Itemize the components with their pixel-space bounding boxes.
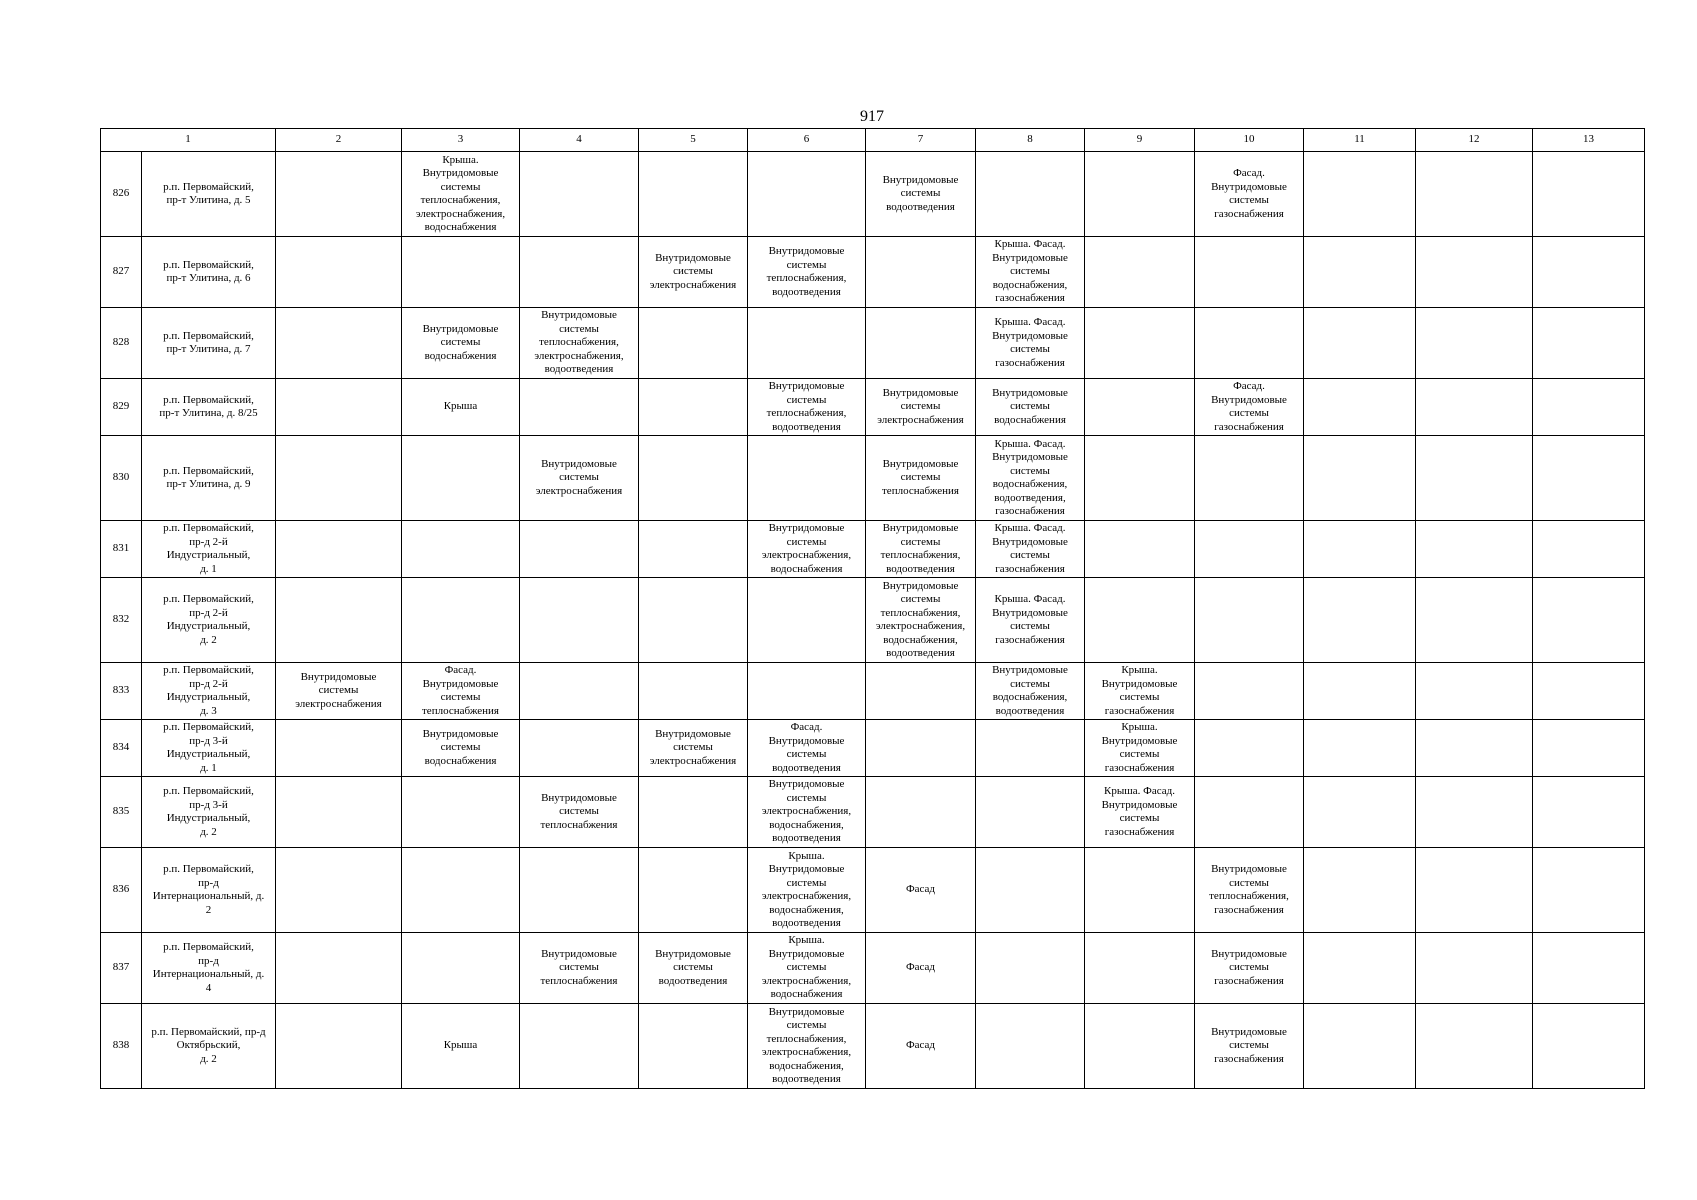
- column-number-13: 13: [1533, 129, 1645, 152]
- work-cell-col-13: [1533, 436, 1645, 521]
- work-cell-col-5: [639, 578, 748, 663]
- work-cell-col-6: [748, 152, 866, 237]
- work-cell-col-8: [976, 933, 1085, 1004]
- work-cell-col-5: Внутридомовые системы электроснабжения: [639, 237, 748, 308]
- work-cell-col-12: [1416, 663, 1533, 720]
- work-cell-col-3: Внутридомовые системы водоснабжения: [402, 720, 520, 777]
- work-cell-col-10: [1195, 436, 1304, 521]
- row-number: 835: [101, 777, 142, 848]
- work-cell-col-4: Внутридомовые системы теплоснабжения, электроснабжения, водоотведения: [520, 308, 639, 379]
- row-number: 827: [101, 237, 142, 308]
- work-cell-col-5: Внутридомовые системы водоотведения: [639, 933, 748, 1004]
- row-number: 833: [101, 663, 142, 720]
- address-cell: р.п. Первомайский, пр-т Улитина, д. 9: [142, 436, 276, 521]
- work-cell-col-12: [1416, 436, 1533, 521]
- work-cell-col-12: [1416, 308, 1533, 379]
- work-cell-col-2: Внутридомовые системы электроснабжения: [276, 663, 402, 720]
- work-cell-col-4: Внутридомовые системы теплоснабжения: [520, 777, 639, 848]
- work-cell-col-3: [402, 777, 520, 848]
- work-cell-col-9: Крыша. Внутридомовые системы газоснабжения: [1085, 663, 1195, 720]
- address-cell: р.п. Первомайский, пр-д 3-й Индустриальный, д. 1: [142, 720, 276, 777]
- work-cell-col-10: Фасад. Внутридомовые системы газоснабжения: [1195, 379, 1304, 436]
- work-cell-col-5: [639, 521, 748, 578]
- work-cell-col-3: Крыша: [402, 379, 520, 436]
- work-cell-col-10: [1195, 521, 1304, 578]
- table-row: [101, 720, 1645, 777]
- work-cell-col-4: Внутридомовые системы электроснабжения: [520, 436, 639, 521]
- column-number-4: 4: [520, 129, 639, 152]
- address-cell: р.п. Первомайский, пр-т Улитина, д. 8/25: [142, 379, 276, 436]
- row-number: 838: [101, 1004, 142, 1089]
- work-cell-col-11: [1304, 578, 1416, 663]
- work-cell-col-4: [520, 152, 639, 237]
- table-row: [101, 578, 1645, 663]
- table-row: [101, 848, 1645, 933]
- work-cell-col-4: [520, 521, 639, 578]
- repair-schedule-table: [100, 128, 1645, 1089]
- work-cell-col-10: [1195, 578, 1304, 663]
- work-cell-col-13: [1533, 777, 1645, 848]
- work-cell-col-12: [1416, 777, 1533, 848]
- work-cell-col-10: [1195, 777, 1304, 848]
- work-cell-col-8: Крыша. Фасад. Внутридомовые системы газоснабжения: [976, 578, 1085, 663]
- table-row: [101, 777, 1645, 848]
- work-cell-col-13: [1533, 933, 1645, 1004]
- work-cell-col-13: [1533, 663, 1645, 720]
- work-cell-col-4: [520, 663, 639, 720]
- work-cell-col-7: [866, 308, 976, 379]
- work-cell-col-8: [976, 1004, 1085, 1089]
- work-cell-col-3: [402, 848, 520, 933]
- work-cell-col-3: [402, 237, 520, 308]
- work-cell-col-4: [520, 379, 639, 436]
- address-cell: р.п. Первомайский, пр-д Интернациональный, д. 4: [142, 933, 276, 1004]
- work-cell-col-2: [276, 521, 402, 578]
- work-cell-col-11: [1304, 152, 1416, 237]
- work-cell-col-6: Крыша. Внутридомовые системы электроснабжения, водоснабжения, водоотведения: [748, 848, 866, 933]
- work-cell-col-12: [1416, 152, 1533, 237]
- work-cell-col-11: [1304, 848, 1416, 933]
- work-cell-col-12: [1416, 237, 1533, 308]
- work-cell-col-12: [1416, 379, 1533, 436]
- work-cell-col-11: [1304, 237, 1416, 308]
- work-cell-col-11: [1304, 379, 1416, 436]
- work-cell-col-2: [276, 1004, 402, 1089]
- address-cell: р.п. Первомайский, пр-д 2-й Индустриальный, д. 1: [142, 521, 276, 578]
- work-cell-col-5: [639, 436, 748, 521]
- work-cell-col-5: [639, 152, 748, 237]
- work-cell-col-7: [866, 777, 976, 848]
- work-cell-col-13: [1533, 1004, 1645, 1089]
- table-row: [101, 308, 1645, 379]
- address-cell: р.п. Первомайский, пр-д Интернациональный, д. 2: [142, 848, 276, 933]
- work-cell-col-3: Фасад. Внутридомовые системы теплоснабжения: [402, 663, 520, 720]
- work-cell-col-2: [276, 237, 402, 308]
- work-cell-col-6: [748, 436, 866, 521]
- work-cell-col-9: [1085, 933, 1195, 1004]
- column-number-2: 2: [276, 129, 402, 152]
- work-cell-col-3: Внутридомовые системы водоснабжения: [402, 308, 520, 379]
- work-cell-col-10: [1195, 663, 1304, 720]
- table-row: [101, 933, 1645, 1004]
- work-cell-col-12: [1416, 521, 1533, 578]
- work-cell-col-7: [866, 663, 976, 720]
- work-cell-col-8: Крыша. Фасад. Внутридомовые системы водоснабжения, водоотведения, газоснабжения: [976, 436, 1085, 521]
- work-cell-col-4: [520, 720, 639, 777]
- work-cell-col-3: [402, 436, 520, 521]
- work-cell-col-12: [1416, 720, 1533, 777]
- column-number-11: 11: [1304, 129, 1416, 152]
- work-cell-col-10: Внутридомовые системы теплоснабжения, газоснабжения: [1195, 848, 1304, 933]
- work-cell-col-6: Внутридомовые системы электроснабжения, водоснабжения, водоотведения: [748, 777, 866, 848]
- work-cell-col-6: Внутридомовые системы теплоснабжения, водоотведения: [748, 237, 866, 308]
- work-cell-col-5: [639, 1004, 748, 1089]
- column-number-7: 7: [866, 129, 976, 152]
- column-number-5: 5: [639, 129, 748, 152]
- work-cell-col-10: [1195, 720, 1304, 777]
- work-cell-col-3: [402, 933, 520, 1004]
- work-cell-col-11: [1304, 663, 1416, 720]
- table-row: [101, 436, 1645, 521]
- column-number-row: [101, 129, 1645, 152]
- work-cell-col-11: [1304, 933, 1416, 1004]
- work-cell-col-4: [520, 237, 639, 308]
- work-cell-col-9: [1085, 308, 1195, 379]
- work-cell-col-2: [276, 720, 402, 777]
- work-cell-col-8: Крыша. Фасад. Внутридомовые системы газоснабжения: [976, 308, 1085, 379]
- work-cell-col-13: [1533, 521, 1645, 578]
- work-cell-col-6: [748, 663, 866, 720]
- work-cell-col-13: [1533, 237, 1645, 308]
- work-cell-col-8: Внутридомовые системы водоснабжения, водоотведения: [976, 663, 1085, 720]
- work-cell-col-6: [748, 578, 866, 663]
- work-cell-col-7: Фасад: [866, 848, 976, 933]
- work-cell-col-4: [520, 578, 639, 663]
- column-number-9: 9: [1085, 129, 1195, 152]
- work-cell-col-9: [1085, 1004, 1195, 1089]
- work-cell-col-10: Внутридомовые системы газоснабжения: [1195, 933, 1304, 1004]
- work-cell-col-6: Внутридомовые системы теплоснабжения, электроснабжения, водоснабжения, водоотведения: [748, 1004, 866, 1089]
- work-cell-col-8: Внутридомовые системы водоснабжения: [976, 379, 1085, 436]
- work-cell-col-2: [276, 152, 402, 237]
- work-cell-col-11: [1304, 777, 1416, 848]
- work-cell-col-8: [976, 848, 1085, 933]
- work-cell-col-9: [1085, 436, 1195, 521]
- table-row: [101, 379, 1645, 436]
- work-cell-col-13: [1533, 578, 1645, 663]
- work-cell-col-5: [639, 663, 748, 720]
- column-number-12: 12: [1416, 129, 1533, 152]
- table-row: [101, 237, 1645, 308]
- work-cell-col-7: [866, 720, 976, 777]
- table-row: [101, 152, 1645, 237]
- work-cell-col-5: [639, 308, 748, 379]
- work-cell-col-10: [1195, 308, 1304, 379]
- work-cell-col-7: Фасад: [866, 1004, 976, 1089]
- work-cell-col-13: [1533, 152, 1645, 237]
- address-cell: р.п. Первомайский, пр-т Улитина, д. 6: [142, 237, 276, 308]
- work-cell-col-11: [1304, 521, 1416, 578]
- work-cell-col-13: [1533, 720, 1645, 777]
- address-cell: р.п. Первомайский, пр-д 3-й Индустриальный, д. 2: [142, 777, 276, 848]
- row-number: 828: [101, 308, 142, 379]
- work-cell-col-11: [1304, 308, 1416, 379]
- work-cell-col-9: [1085, 152, 1195, 237]
- work-cell-col-12: [1416, 578, 1533, 663]
- work-cell-col-8: [976, 152, 1085, 237]
- address-cell: р.п. Первомайский, пр-д 2-й Индустриальный, д. 3: [142, 663, 276, 720]
- row-number: 837: [101, 933, 142, 1004]
- column-number-8: 8: [976, 129, 1085, 152]
- work-cell-col-9: [1085, 379, 1195, 436]
- work-cell-col-3: Крыша: [402, 1004, 520, 1089]
- work-cell-col-11: [1304, 720, 1416, 777]
- work-cell-col-11: [1304, 1004, 1416, 1089]
- work-cell-col-7: Внутридомовые системы теплоснабжения, водоотведения: [866, 521, 976, 578]
- work-cell-col-7: Внутридомовые системы теплоснабжения: [866, 436, 976, 521]
- row-number: 831: [101, 521, 142, 578]
- work-cell-col-7: Внутридомовые системы теплоснабжения, электроснабжения, водоснабжения, водоотведения: [866, 578, 976, 663]
- row-number: 832: [101, 578, 142, 663]
- work-cell-col-5: [639, 379, 748, 436]
- address-cell: р.п. Первомайский, пр-д Октябрьский, д. 2: [142, 1004, 276, 1089]
- work-cell-col-13: [1533, 848, 1645, 933]
- work-cell-col-5: Внутридомовые системы электроснабжения: [639, 720, 748, 777]
- work-cell-col-9: Крыша. Внутридомовые системы газоснабжения: [1085, 720, 1195, 777]
- work-cell-col-4: [520, 848, 639, 933]
- work-cell-col-11: [1304, 436, 1416, 521]
- work-cell-col-4: [520, 1004, 639, 1089]
- work-cell-col-8: [976, 777, 1085, 848]
- work-cell-col-9: [1085, 521, 1195, 578]
- row-number: 834: [101, 720, 142, 777]
- work-cell-col-10: Внутридомовые системы газоснабжения: [1195, 1004, 1304, 1089]
- work-cell-col-9: [1085, 848, 1195, 933]
- work-cell-col-7: [866, 237, 976, 308]
- address-cell: р.п. Первомайский, пр-т Улитина, д. 7: [142, 308, 276, 379]
- table-row: [101, 663, 1645, 720]
- work-cell-col-6: Внутридомовые системы электроснабжения, водоснабжения: [748, 521, 866, 578]
- work-cell-col-3: [402, 521, 520, 578]
- work-cell-col-2: [276, 308, 402, 379]
- work-cell-col-2: [276, 578, 402, 663]
- work-cell-col-8: [976, 720, 1085, 777]
- work-cell-col-4: Внутридомовые системы теплоснабжения: [520, 933, 639, 1004]
- work-cell-col-9: [1085, 237, 1195, 308]
- work-cell-col-5: [639, 777, 748, 848]
- work-cell-col-7: Внутридомовые системы водоотведения: [866, 152, 976, 237]
- address-cell: р.п. Первомайский, пр-д 2-й Индустриальный, д. 2: [142, 578, 276, 663]
- work-cell-col-7: Фасад: [866, 933, 976, 1004]
- work-cell-col-2: [276, 848, 402, 933]
- work-cell-col-12: [1416, 1004, 1533, 1089]
- row-number: 836: [101, 848, 142, 933]
- table-body: [101, 129, 1645, 1089]
- table-row: [101, 521, 1645, 578]
- work-cell-col-9: Крыша. Фасад. Внутридомовые системы газоснабжения: [1085, 777, 1195, 848]
- row-number: 826: [101, 152, 142, 237]
- work-cell-col-12: [1416, 933, 1533, 1004]
- work-cell-col-6: Внутридомовые системы теплоснабжения, водоотведения: [748, 379, 866, 436]
- work-cell-col-8: Крыша. Фасад. Внутридомовые системы водоснабжения, газоснабжения: [976, 237, 1085, 308]
- column-number-6: 6: [748, 129, 866, 152]
- work-cell-col-2: [276, 379, 402, 436]
- column-number-10: 10: [1195, 129, 1304, 152]
- column-number-1: 1: [101, 129, 276, 152]
- work-cell-col-2: [276, 933, 402, 1004]
- row-number: 830: [101, 436, 142, 521]
- work-cell-col-13: [1533, 379, 1645, 436]
- work-cell-col-12: [1416, 848, 1533, 933]
- work-cell-col-3: [402, 578, 520, 663]
- work-cell-col-7: Внутридомовые системы электроснабжения: [866, 379, 976, 436]
- work-cell-col-10: Фасад. Внутридомовые системы газоснабжения: [1195, 152, 1304, 237]
- work-cell-col-13: [1533, 308, 1645, 379]
- work-cell-col-2: [276, 777, 402, 848]
- column-number-3: 3: [402, 129, 520, 152]
- work-cell-col-8: Крыша. Фасад. Внутридомовые системы газоснабжения: [976, 521, 1085, 578]
- work-cell-col-5: [639, 848, 748, 933]
- row-number: 829: [101, 379, 142, 436]
- work-cell-col-6: Крыша. Внутридомовые системы электроснабжения, водоснабжения: [748, 933, 866, 1004]
- work-cell-col-6: Фасад. Внутридомовые системы водоотведения: [748, 720, 866, 777]
- table-row: [101, 1004, 1645, 1089]
- work-cell-col-3: Крыша. Внутридомовые системы теплоснабжения, электроснабжения, водоснабжения: [402, 152, 520, 237]
- work-cell-col-2: [276, 436, 402, 521]
- work-cell-col-6: [748, 308, 866, 379]
- work-cell-col-9: [1085, 578, 1195, 663]
- page-number: 917: [860, 108, 884, 125]
- work-cell-col-10: [1195, 237, 1304, 308]
- address-cell: р.п. Первомайский, пр-т Улитина, д. 5: [142, 152, 276, 237]
